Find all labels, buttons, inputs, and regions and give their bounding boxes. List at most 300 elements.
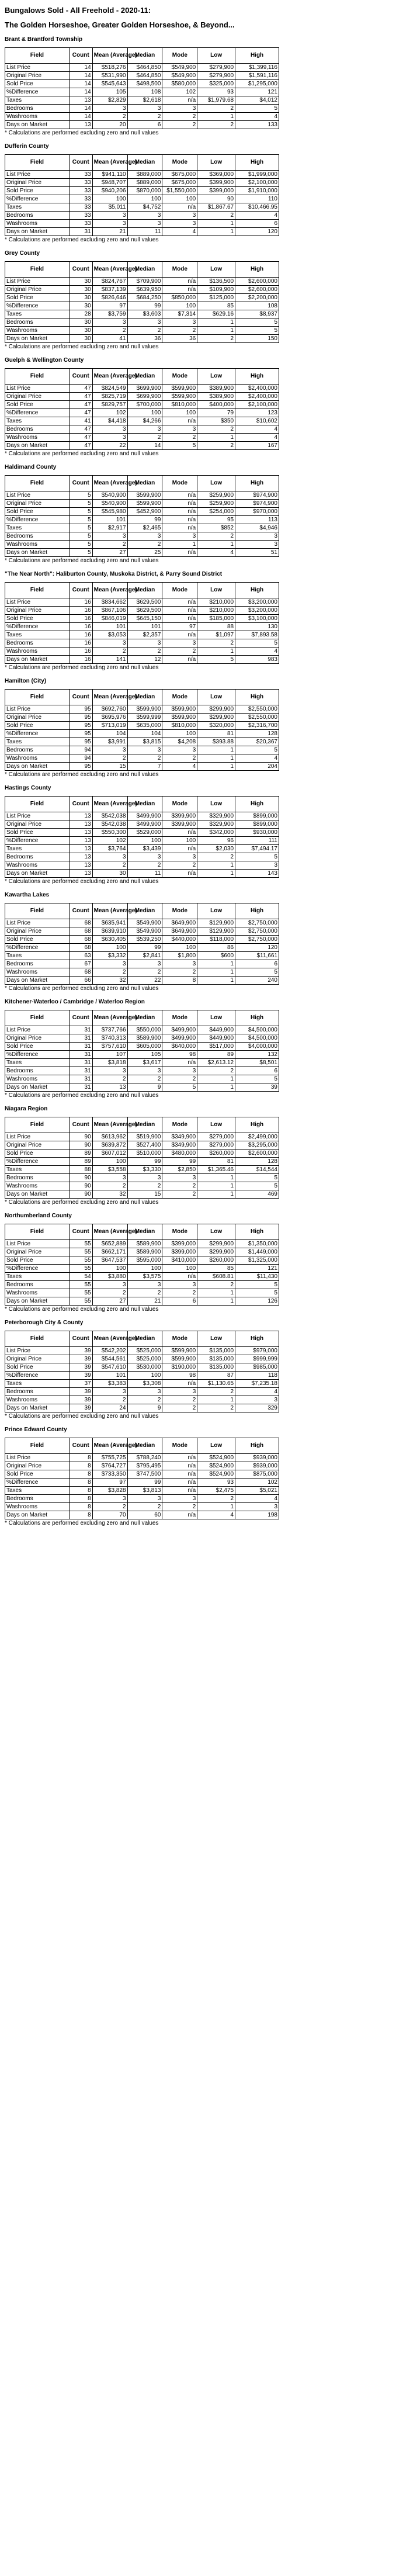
table-row <box>5 1479 279 1487</box>
table-row <box>5 187 279 195</box>
column-header: Low <box>197 1438 235 1454</box>
table-row <box>5 631 279 639</box>
value-cell: 5 <box>162 442 197 450</box>
region-section <box>5 250 398 350</box>
value-cell: n/a <box>162 286 197 294</box>
value-cell: $464,850 <box>127 64 162 72</box>
value-cell: 101 <box>92 623 127 631</box>
value-cell: $539,250 <box>127 936 162 944</box>
value-cell: $1,097 <box>197 631 235 639</box>
table-row <box>5 1511 279 1519</box>
value-cell: n/a <box>162 417 197 425</box>
value-cell: $649,900 <box>162 927 197 936</box>
footnote: * Calculations are performed excluding zero and null values <box>5 1413 159 1419</box>
value-cell: $1,550,000 <box>162 187 197 195</box>
value-cell: 31 <box>69 1043 92 1051</box>
field-name-cell: %Difference <box>5 195 70 203</box>
field-name-cell: Taxes <box>5 417 70 425</box>
field-name-cell: Original Price <box>5 820 70 829</box>
value-cell: $645,150 <box>127 615 162 623</box>
region-title: Prince Edward County <box>5 1427 67 1433</box>
value-cell: $5,011 <box>92 203 127 212</box>
value-cell: 2 <box>197 639 235 648</box>
column-header: Mode <box>162 690 197 705</box>
value-cell: 85 <box>197 302 235 310</box>
stats-table <box>5 154 279 236</box>
value-cell: 2 <box>127 1396 162 1404</box>
value-cell: 13 <box>69 861 92 870</box>
value-cell: n/a <box>162 491 197 500</box>
value-cell: n/a <box>162 508 197 516</box>
value-cell: 33 <box>69 220 92 228</box>
value-cell: $580,000 <box>162 80 197 88</box>
value-cell: 3 <box>92 746 127 754</box>
stats-table <box>5 582 279 664</box>
value-cell: 2 <box>127 754 162 763</box>
field-name-cell: Washrooms <box>5 861 70 870</box>
value-cell: $449,900 <box>197 1034 235 1043</box>
value-cell: 93 <box>197 88 235 96</box>
table-row <box>5 278 279 286</box>
value-cell: 55 <box>69 1256 92 1265</box>
value-cell: 3 <box>127 1174 162 1182</box>
value-cell: 1 <box>197 228 235 236</box>
field-name-cell: Bedrooms <box>5 532 70 541</box>
column-header: High <box>235 1438 279 1454</box>
value-cell: $600 <box>197 952 235 960</box>
value-cell: 3 <box>92 434 127 442</box>
field-name-cell: %Difference <box>5 409 70 417</box>
field-name-cell: List Price <box>5 812 70 820</box>
value-cell: 128 <box>235 730 279 738</box>
value-cell: $542,202 <box>92 1347 127 1355</box>
value-cell: $2,600,000 <box>235 278 279 286</box>
value-cell: 102 <box>92 837 127 845</box>
value-cell: 3 <box>235 1396 279 1404</box>
stats-table <box>5 47 279 129</box>
value-cell: $629,500 <box>127 598 162 607</box>
value-cell: 16 <box>69 598 92 607</box>
value-cell: 20 <box>92 121 127 129</box>
value-cell: 100 <box>127 409 162 417</box>
table-row <box>5 516 279 524</box>
value-cell: 81 <box>197 730 235 738</box>
field-name-cell: Original Price <box>5 393 70 401</box>
field-name-cell: Taxes <box>5 845 70 853</box>
value-cell: $8,937 <box>235 310 279 318</box>
value-cell: 3 <box>162 960 197 968</box>
value-cell: 198 <box>235 1511 279 1519</box>
table-row <box>5 1166 279 1174</box>
value-cell: $350 <box>197 417 235 425</box>
value-cell: 4 <box>235 113 279 121</box>
value-cell: 14 <box>69 72 92 80</box>
value-cell: 89 <box>69 1149 92 1158</box>
field-name-cell: Washrooms <box>5 1182 70 1190</box>
column-header: Low <box>197 369 235 385</box>
field-name-cell: Washrooms <box>5 220 70 228</box>
value-cell: $2,400,000 <box>235 393 279 401</box>
region-section <box>5 36 398 136</box>
value-cell: 3 <box>92 1495 127 1503</box>
value-cell: $135,000 <box>197 1355 235 1363</box>
field-name-cell: Sold Price <box>5 401 70 409</box>
value-cell: 2 <box>127 1182 162 1190</box>
column-header: Count <box>69 583 92 598</box>
value-cell: 100 <box>92 195 127 203</box>
value-cell: $684,250 <box>127 294 162 302</box>
footnote: * Calculations are performed excluding zero and null values <box>5 1520 159 1526</box>
value-cell: n/a <box>162 1380 197 1388</box>
value-cell: n/a <box>162 96 197 105</box>
value-cell: $1,910,000 <box>235 187 279 195</box>
value-cell: 133 <box>235 121 279 129</box>
value-cell: 28 <box>69 310 92 318</box>
value-cell: 8 <box>69 1487 92 1495</box>
value-cell: n/a <box>162 1454 197 1462</box>
value-cell: 3 <box>127 853 162 861</box>
table-row <box>5 861 279 870</box>
value-cell: $2,400,000 <box>235 385 279 393</box>
value-cell: 3 <box>127 960 162 968</box>
value-cell: 30 <box>69 294 92 302</box>
value-cell: 22 <box>127 977 162 985</box>
field-name-cell: Days on Market <box>5 335 70 343</box>
value-cell: 27 <box>92 549 127 557</box>
value-cell: 2 <box>92 861 127 870</box>
value-cell: $939,000 <box>235 1454 279 1462</box>
value-cell: $764,727 <box>92 1462 127 1470</box>
value-cell: $629,500 <box>127 607 162 615</box>
value-cell: 13 <box>69 845 92 853</box>
table-row <box>5 409 279 417</box>
column-header: Median <box>127 369 162 385</box>
field-name-cell: List Price <box>5 1454 70 1462</box>
column-header: Low <box>197 1224 235 1240</box>
value-cell: $3,200,000 <box>235 598 279 607</box>
value-cell: n/a <box>162 500 197 508</box>
value-cell: 51 <box>235 549 279 557</box>
value-cell: $349,900 <box>162 1141 197 1149</box>
value-cell: 102 <box>162 88 197 96</box>
value-cell: 93 <box>197 1479 235 1487</box>
field-name-cell: Original Price <box>5 607 70 615</box>
value-cell: 102 <box>92 409 127 417</box>
field-name-cell: Original Price <box>5 1141 70 1149</box>
column-header: High <box>235 262 279 278</box>
table-row <box>5 952 279 960</box>
value-cell: $259,900 <box>197 491 235 500</box>
value-cell: $464,850 <box>127 72 162 80</box>
value-cell: $652,889 <box>92 1240 127 1248</box>
value-cell: 8 <box>69 1470 92 1479</box>
region-title: Guelph & Wellington County <box>5 357 84 363</box>
table-row <box>5 88 279 96</box>
column-header: High <box>235 903 279 919</box>
stats-table <box>5 689 279 771</box>
stats-table <box>5 1438 279 1519</box>
value-cell: $747,500 <box>127 1470 162 1479</box>
column-header: Low <box>197 690 235 705</box>
value-cell: $399,000 <box>162 1240 197 1248</box>
column-header: Mode <box>162 262 197 278</box>
value-cell: 100 <box>162 1265 197 1273</box>
value-cell: 11 <box>127 228 162 236</box>
value-cell: n/a <box>162 607 197 615</box>
value-cell: n/a <box>162 656 197 664</box>
table-row <box>5 812 279 820</box>
value-cell: 39 <box>69 1363 92 1372</box>
value-cell: 108 <box>235 302 279 310</box>
table-row <box>5 212 279 220</box>
value-cell: 2 <box>197 121 235 129</box>
stats-table <box>5 368 279 450</box>
table-row <box>5 853 279 861</box>
value-cell: 5 <box>69 508 92 516</box>
value-cell: 95 <box>69 763 92 771</box>
value-cell: 5 <box>69 500 92 508</box>
value-cell: 85 <box>197 1265 235 1273</box>
value-cell: n/a <box>162 1487 197 1495</box>
table-row <box>5 1380 279 1388</box>
value-cell: 30 <box>92 870 127 878</box>
footnote: * Calculations are performed excluding zero and null values <box>5 1306 159 1313</box>
value-cell: $940,206 <box>92 187 127 195</box>
table-row <box>5 598 279 607</box>
table-row <box>5 96 279 105</box>
value-cell: $4,500,000 <box>235 1034 279 1043</box>
value-cell: $410,000 <box>162 1256 197 1265</box>
value-cell: $1,365.46 <box>197 1166 235 1174</box>
table-row <box>5 1363 279 1372</box>
value-cell: $498,500 <box>127 80 162 88</box>
value-cell: $499,900 <box>162 1026 197 1034</box>
field-name-cell: List Price <box>5 1133 70 1141</box>
value-cell: 2 <box>127 327 162 335</box>
column-header: Mean (Average) <box>92 369 127 385</box>
value-cell: $639,910 <box>92 927 127 936</box>
value-cell: $899,000 <box>235 820 279 829</box>
value-cell: $519,900 <box>127 1133 162 1141</box>
table-row <box>5 1051 279 1059</box>
table-row <box>5 656 279 664</box>
value-cell: 2 <box>92 648 127 656</box>
value-cell: 5 <box>235 1281 279 1289</box>
column-header: Mode <box>162 1010 197 1026</box>
value-cell: 100 <box>92 1265 127 1273</box>
value-cell: 8 <box>69 1511 92 1519</box>
value-cell: $499,900 <box>162 1034 197 1043</box>
value-cell: 31 <box>69 1034 92 1043</box>
value-cell: 118 <box>235 1372 279 1380</box>
value-cell: 31 <box>69 1051 92 1059</box>
field-name-cell: %Difference <box>5 1158 70 1166</box>
value-cell: 3 <box>127 220 162 228</box>
field-name-cell: List Price <box>5 491 70 500</box>
value-cell: $3,818 <box>92 1059 127 1067</box>
region-section <box>5 143 398 243</box>
value-cell: 2 <box>92 1075 127 1083</box>
table-row <box>5 1075 279 1083</box>
field-name-cell: Original Price <box>5 72 70 80</box>
value-cell: $699,900 <box>127 385 162 393</box>
value-cell: $3,295,000 <box>235 1141 279 1149</box>
table-row <box>5 1297 279 1306</box>
column-header: Median <box>127 1224 162 1240</box>
column-header: Count <box>69 690 92 705</box>
table-row <box>5 425 279 434</box>
column-header: Median <box>127 1117 162 1133</box>
table-row <box>5 829 279 837</box>
value-cell: 2 <box>162 1503 197 1511</box>
column-header: High <box>235 155 279 171</box>
value-cell: 2 <box>162 1404 197 1412</box>
column-header: Mean (Average) <box>92 1010 127 1026</box>
value-cell: $7,494.17 <box>235 845 279 853</box>
table-row <box>5 500 279 508</box>
value-cell: 9 <box>127 1083 162 1092</box>
value-cell: 2 <box>197 1067 235 1075</box>
region-section <box>5 785 398 885</box>
value-cell: 1 <box>197 746 235 754</box>
column-header: Mean (Average) <box>92 262 127 278</box>
column-header: Median <box>127 262 162 278</box>
table-row <box>5 1289 279 1297</box>
table-row <box>5 1487 279 1495</box>
value-cell: $190,000 <box>162 1363 197 1372</box>
column-header: Low <box>197 583 235 598</box>
value-cell: $2,100,000 <box>235 401 279 409</box>
table-row <box>5 1190 279 1199</box>
field-name-cell: Original Price <box>5 927 70 936</box>
table-row <box>5 1388 279 1396</box>
value-cell: $970,000 <box>235 508 279 516</box>
value-cell: 2 <box>127 861 162 870</box>
value-cell: $1,350,000 <box>235 1240 279 1248</box>
value-cell: 22 <box>92 442 127 450</box>
value-cell: 1 <box>197 1182 235 1190</box>
value-cell: 13 <box>69 870 92 878</box>
value-cell: 3 <box>127 746 162 754</box>
field-name-cell: %Difference <box>5 944 70 952</box>
value-cell: 2 <box>127 648 162 656</box>
footnote: * Calculations are performed excluding zero and null values <box>5 1092 159 1099</box>
column-header: Mode <box>162 903 197 919</box>
value-cell: 121 <box>235 1265 279 1273</box>
field-name-cell: Original Price <box>5 286 70 294</box>
value-cell: $2,618 <box>127 96 162 105</box>
value-cell: 150 <box>235 335 279 343</box>
value-cell: $531,990 <box>92 72 127 80</box>
region-section <box>5 1106 398 1206</box>
value-cell: 1 <box>197 1174 235 1182</box>
table-row <box>5 385 279 393</box>
value-cell: $2,750,000 <box>235 927 279 936</box>
value-cell: $452,900 <box>127 508 162 516</box>
field-name-cell: Days on Market <box>5 1083 70 1092</box>
value-cell: 6 <box>235 220 279 228</box>
value-cell: 31 <box>69 1075 92 1083</box>
field-name-cell: Sold Price <box>5 615 70 623</box>
stats-table <box>5 1331 279 1412</box>
table-row <box>5 121 279 129</box>
value-cell: 2 <box>127 434 162 442</box>
value-cell: $329,900 <box>197 812 235 820</box>
value-cell: 100 <box>162 302 197 310</box>
value-cell: $608.81 <box>197 1273 235 1281</box>
value-cell: $1,591,116 <box>235 72 279 80</box>
value-cell: 13 <box>69 96 92 105</box>
value-cell: 2 <box>162 121 197 129</box>
column-header: Median <box>127 1010 162 1026</box>
column-header: Median <box>127 903 162 919</box>
value-cell: 3 <box>92 853 127 861</box>
table-row <box>5 1141 279 1149</box>
column-header: Mode <box>162 369 197 385</box>
value-cell: $3,991 <box>92 738 127 746</box>
field-name-cell: Sold Price <box>5 294 70 302</box>
field-name-cell: Sold Price <box>5 508 70 516</box>
value-cell: 8 <box>69 1495 92 1503</box>
table-row <box>5 179 279 187</box>
value-cell: $299,900 <box>197 714 235 722</box>
footnote: * Calculations are performed excluding zero and null values <box>5 771 159 778</box>
value-cell: $639,950 <box>127 286 162 294</box>
value-cell: 63 <box>69 952 92 960</box>
value-cell: 30 <box>69 318 92 327</box>
value-cell: 2 <box>162 434 197 442</box>
table-row <box>5 171 279 179</box>
value-cell: 2 <box>92 327 127 335</box>
value-cell: $647,537 <box>92 1256 127 1265</box>
field-name-cell: List Price <box>5 278 70 286</box>
field-name-cell: Washrooms <box>5 1289 70 1297</box>
value-cell: 4 <box>235 434 279 442</box>
field-name-cell: Washrooms <box>5 1503 70 1511</box>
value-cell: 1 <box>197 327 235 335</box>
value-cell: 2 <box>162 1396 197 1404</box>
value-cell: $393.88 <box>197 738 235 746</box>
value-cell: 4 <box>197 1511 235 1519</box>
column-header: High <box>235 583 279 598</box>
value-cell: 1 <box>162 541 197 549</box>
column-header: Median <box>127 155 162 171</box>
table-row <box>5 607 279 615</box>
header-row <box>5 690 279 705</box>
column-header: Field <box>5 476 70 491</box>
field-name-cell: Original Price <box>5 179 70 187</box>
value-cell: 2 <box>92 1182 127 1190</box>
header-row <box>5 476 279 491</box>
value-cell: $1,800 <box>162 952 197 960</box>
value-cell: 5 <box>69 491 92 500</box>
value-cell: 5 <box>235 1174 279 1182</box>
field-name-cell: List Price <box>5 598 70 607</box>
value-cell: $369,000 <box>197 171 235 179</box>
value-cell: $510,000 <box>127 1149 162 1158</box>
table-row <box>5 1495 279 1503</box>
table-row <box>5 1503 279 1511</box>
value-cell: $109,900 <box>197 286 235 294</box>
value-cell: 2 <box>162 648 197 656</box>
value-cell: 3 <box>92 1174 127 1182</box>
value-cell: 3 <box>162 853 197 861</box>
value-cell: $692,760 <box>92 705 127 714</box>
value-cell: $545,980 <box>92 508 127 516</box>
header-row <box>5 1224 279 1240</box>
value-cell: 2 <box>92 1289 127 1297</box>
value-cell: $540,900 <box>92 500 127 508</box>
